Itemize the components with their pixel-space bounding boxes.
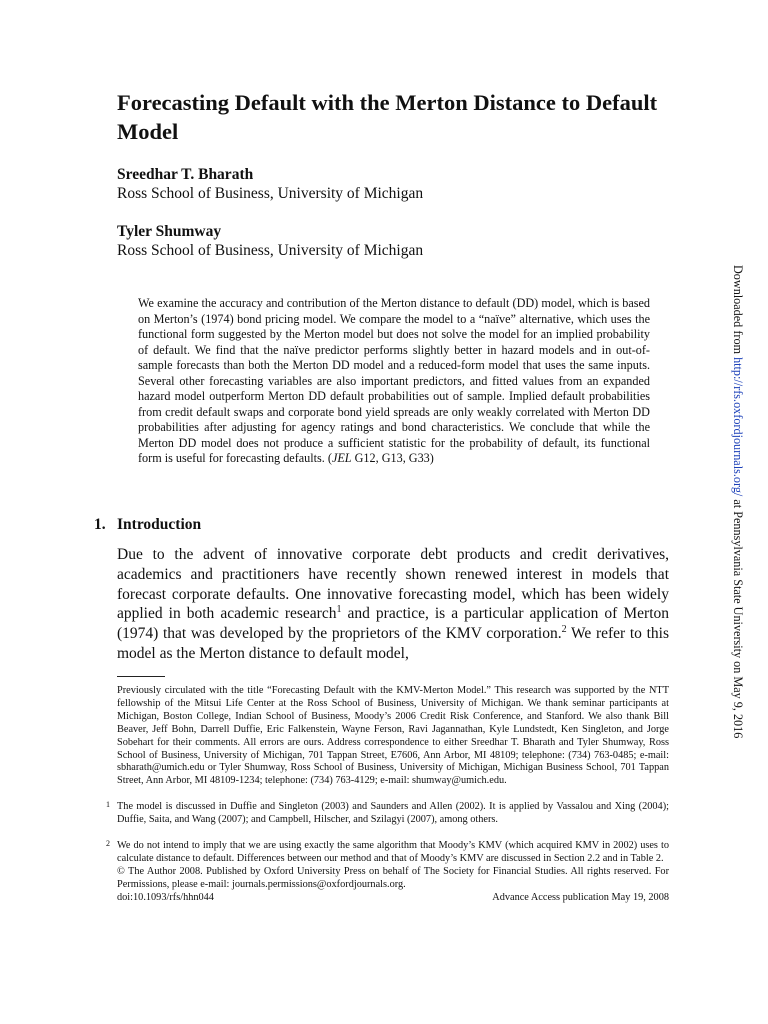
footnote-divider xyxy=(117,676,165,677)
footnote-mark: 2 xyxy=(106,839,110,849)
footnotes xyxy=(106,685,669,905)
section-number: 1. xyxy=(94,516,106,533)
footnote-text: We do not intend to imply that we are using exactly the same algorithm that Moody’s KMV (which acquired KMV in 2002) uses to calculate distance to default. Differences between our method and that of Moody’s KMV are discussed in Section 2.2 and in Table 2. xyxy=(117,840,669,864)
author-block xyxy=(117,222,677,260)
footnote xyxy=(106,800,669,827)
download-suffix: at Pennsylvania State University on May 9, 2016 xyxy=(731,496,745,739)
footnote-text: The model is discussed in Duffie and Singleton (2003) and Saunders and Allen (2002). It is applied by Vassalou and Xing (2004); Duffie, Saita, and Wang (2007); and Campbell, Hilscher, and Szilagyi (2007), among others. xyxy=(117,801,669,826)
intro-text: and practice, is a particular application of Merton (1974) that was developed by the proprietors of the KMV corporation. xyxy=(117,605,669,643)
journal-link[interactable]: http://rfs.oxfordjournals.org/ xyxy=(731,357,745,497)
doi-line xyxy=(117,892,669,905)
author-affiliation: Ross School of Business, University of Michigan xyxy=(117,242,424,259)
intro-text: Due to the advent of innovative corporate debt products and credit derivatives, academics and practitioners have recently shown renewed interest in models that forecast corporate defaults. One innovative forecasting model, which has been widely applied in both academic research xyxy=(117,546,669,623)
abstract-text: We examine the accuracy and contribution of the Merton distance to default (DD) model, which is based on Merton’s (1974) bond pricing model. We compare the model to a “naïve” alternative, which uses the functional form suggested by the Merton model but does not solve the model for an implied probability of default. We find that the naïve predictor performs slightly better in hazard models and in out-of-sample forecasts than both the Merton DD model and a reduced-form model that uses the same inputs. Several other forecasting variables are also important predictors, and fitted values from an expanded hazard model outperform Merton DD default probabilities out of sample. Implied default probabilities from credit default swaps and corporate bond yield spreads are only weakly correlated with Merton DD probabilities after adjusting for agency ratings and bond characteristics. We conclude that while the Merton DD model does not produce a sufficient statistic for the probability of default, its functional form is useful for forecasting defaults. xyxy=(138,296,650,465)
publication-date: Advance Access publication May 19, 2008 xyxy=(492,891,669,903)
section-heading xyxy=(94,515,201,535)
intro-paragraph xyxy=(117,545,669,664)
footnote-mark: 1 xyxy=(106,800,110,810)
paper-title: Forecasting Default with the Merton Distance to Default Model xyxy=(117,90,658,144)
author-name: Sreedhar T. Bharath xyxy=(117,166,254,183)
author-block xyxy=(117,165,677,203)
doi[interactable]: doi:10.1093/rfs/hhn044 xyxy=(117,891,214,903)
intro-text: We refer to this model as the Merton distance to default model, xyxy=(117,625,670,662)
jel-codes: G12, G13, G33 xyxy=(354,451,430,465)
acknowledgment-note: Previously circulated with the title “Forecasting Default with the KMV-Merton Model.” This research was supported by the NTT fellowship of the Mitsui Life Center at the Ross School of Business, University of Michigan. We thank seminar participants at Michigan, Boston College, Indian School of Business, Moody’s 2006 Credit Risk Conference, and Stanford. We also thank Bill Beaver, Jeff Bohn, Darrell Duffie, Eric Falkenstein, Wayne Ferson, Ravi Jagannathan, Kyle Lundstedt, Ken Singleton, and Jorge Sobehart for their comments. All errors are ours. Address correspondence to either Sreedhar T. Bharath and Tyler Shumway, Ross School of Business, University of Michigan, 701 Tappan Street, E7606, Ann Arbor, MI 48109; telephone: (734) 763-0485; e-mail: sbharath@umich.edu or Tyler Shumway, Ross School of Business, University of Michigan, Michigan Business School, 701 Tappan Street, Ann Arbor, MI 48109-1234; telephone: (734) 763-4129; e-mail: shumway@umich.edu. xyxy=(117,685,669,787)
footnote-ref[interactable]: 1 xyxy=(336,604,342,616)
footnote xyxy=(106,839,669,866)
author-name: Tyler Shumway xyxy=(117,223,222,240)
abstract: We examine the accuracy and contribution of the Merton distance to default (DD) model, which is based on Merton’s (1974) bond pricing model. We compare the model to a “naïve” alternative, which uses the functional form suggested by the Merton model but does not solve the model for an implied probability of default. We find that the naïve predictor performs slightly better in hazard models and in out-of-sample forecasts than both the Merton DD model and a reduced-form model that uses the same inputs. Several other forecasting variables are also important predictors, and fitted values from an expanded hazard model outperform Merton DD default probabilities out of sample. Implied default probabilities from credit default swaps and corporate bond yield spreads are only weakly correlated with Merton DD probabilities after adjusting for agency ratings and bond characteristics. We conclude that while the Merton DD model does not produce a sufficient statistic for the probability of default, its functional form is useful for forecasting defaults. (JEL G12, G13, G33) xyxy=(138,296,650,465)
author-affiliation: Ross School of Business, University of Michigan xyxy=(117,185,424,202)
copyright-notice: © The Author 2008. Published by Oxford University Press on behalf of The Society for Financial Studies. All rights reserved. For Permissions, please e-mail: journals.permissions@oxfordjournals.org. xyxy=(117,865,669,890)
download-watermark xyxy=(731,265,745,738)
download-prefix: Downloaded from xyxy=(731,265,745,358)
footnote-ref[interactable]: 2 xyxy=(561,624,567,636)
jel-label: JEL xyxy=(331,451,352,465)
section-title: Introduction xyxy=(117,516,202,533)
